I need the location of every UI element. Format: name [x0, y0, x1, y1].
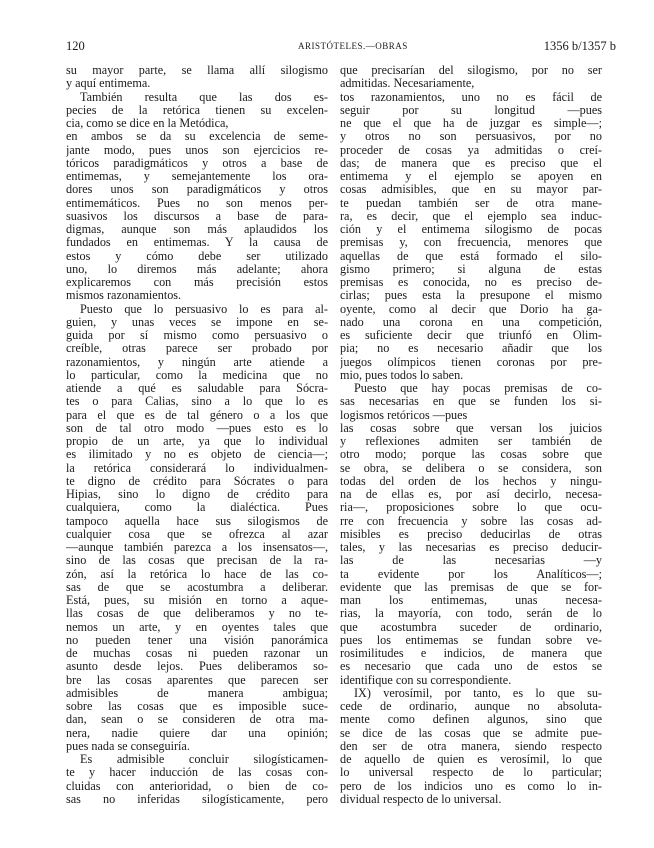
- text-line: sas necesarias en que se funden los si-: [340, 395, 602, 409]
- text-line: todas del orden de los hechos y ningu-: [340, 474, 602, 488]
- text-line: pia; no es necesario añadir que los: [340, 342, 602, 356]
- text-line: explicaremos con más precisión estos: [66, 276, 328, 289]
- text-line: ra, es decir, que el ejemplo sea induc-: [340, 209, 602, 223]
- text-line: fundados en entimemas. Y la causa de: [66, 236, 328, 250]
- text-line: y reflexiones admiten ser también de: [340, 435, 602, 448]
- text-line: sas de que se acostumbra a deliberar.: [66, 580, 328, 594]
- text-line: admitidas. Necesariamente,: [340, 77, 475, 91]
- text-line: Puesto que lo persuasivo lo es para al-: [80, 302, 328, 316]
- text-line: que precisarían del silogismo, por no ser: [340, 64, 602, 77]
- text-line: cualquiera, como la dialéctica. Pues: [66, 501, 328, 515]
- text-line: guida por sí mismo como persuasivo o: [66, 329, 328, 342]
- text-line: ción y el entimema silogismo de pocas: [340, 223, 602, 236]
- text-line: Es admisible concluir silogísticamen-: [80, 753, 328, 766]
- text-line: tales, y las necesarias es preciso deducir-: [340, 541, 602, 554]
- text-line: digmas, aunque son más aplaudidos los: [66, 223, 328, 236]
- text-line: creíble, otras parece ser probado por: [66, 342, 328, 356]
- text-line: mente como definen algunos, sino que: [340, 713, 602, 727]
- running-title: ARISTÓTELES.—OBRAS: [298, 41, 408, 51]
- text-line: sino de las cosas que precisan de la ra-: [66, 554, 328, 568]
- text-line: razonamientos, y ningún arte atiende a: [66, 355, 328, 369]
- text-line: uno, lo diremos más adelante; ahora: [66, 262, 328, 276]
- text-line: te digno de crédito para Sócrates o para: [66, 474, 328, 488]
- text-line: pues los entimemas se fundan sobre ve-: [340, 633, 602, 647]
- text-line: cluidas con anterioridad, o bien de co-: [66, 779, 328, 793]
- text-line: asunto desde lejos. Pues deliberamos so-: [66, 660, 328, 674]
- text-line: Está, pues, su misión en torno a aque-: [66, 594, 328, 607]
- text-line: cia, como se dice en la Metódica,: [66, 117, 229, 130]
- text-line: entimemas, y semejantemente los ora-: [66, 170, 328, 183]
- text-line: te puedan también ser de otra mane-: [340, 196, 602, 210]
- text-line: IX) verosímil, por tanto, es lo que su-: [354, 686, 602, 700]
- text-line: cualquier cosa que se ofrezca al azar: [66, 527, 328, 541]
- text-line: premisas y, con frecuencia, menores que: [340, 236, 602, 250]
- text-line: la retórica considerará lo individualmen-: [66, 461, 328, 475]
- text-line: en ambos se da su excelencia de seme-: [66, 130, 328, 144]
- text-line: dividual respecto de lo universal.: [340, 792, 502, 806]
- text-line: misibles es preciso deducirlas de otras: [340, 527, 602, 541]
- text-line: dores unos son paradigmáticos y otros: [66, 183, 328, 197]
- text-line: identifique con su correspondiente.: [340, 673, 512, 687]
- text-line: otro modo; porque las cosas sobre que: [340, 448, 602, 462]
- page-number: 120: [66, 39, 85, 53]
- text-line: —aunque también parezca a los insensatos—,: [66, 541, 328, 554]
- text-line: aquellas de que está formado el silo-: [340, 249, 602, 263]
- text-line: tos razonamientos, uno no es fácil de: [340, 90, 602, 104]
- text-line: no pueden tener una visión panorámica: [66, 633, 328, 647]
- text-line: den ser de otra manera, siendo respecto: [340, 739, 602, 753]
- text-line: propio de un arte, ya que lo individual: [66, 435, 328, 448]
- text-line: de aquello de quien es verosímil, lo que: [340, 753, 602, 766]
- text-line: cirlas; pues esta la presupone el mismo: [340, 289, 602, 303]
- text-line: es ilimitado y no es objeto de ciencia—;: [66, 448, 328, 462]
- text-line: entimemáticos. Pues no son menos per-: [66, 196, 328, 210]
- text-line: pues nada se conseguiría.: [66, 739, 190, 753]
- text-line: lo universal respecto de lo particular;: [340, 766, 602, 780]
- text-line: gismo primero; si alguna de estas: [340, 262, 602, 276]
- text-line: te y hacer inducción de las cosas con-: [66, 766, 328, 780]
- text-line: rias, la mayoría, con todo, serán de lo: [340, 607, 602, 621]
- text-line: suasivos los discursos a base de para-: [66, 209, 328, 223]
- text-line: evidente que las premisas de que se for-: [340, 580, 602, 594]
- text-line: nemos un arte, y en oyentes tales que: [66, 620, 328, 634]
- text-line: pero de los indicios uno es como lo in-: [340, 779, 602, 793]
- text-line: admisibles de manera ambigua;: [66, 686, 328, 700]
- left-text-column: [66, 64, 328, 806]
- text-line: sobre las cosas que es imposible suce-: [66, 700, 328, 713]
- text-line: mismos razonamientos.: [66, 289, 182, 303]
- text-line: las de las necesarias —y: [340, 554, 602, 568]
- text-line: estos y cómo debe ser utilizado: [66, 249, 328, 263]
- text-line: y otros no son persuasivos, por no: [340, 130, 602, 144]
- text-line: nado una corona en una competición,: [340, 315, 602, 329]
- text-line: se dice de las cosas que se admite pue-: [340, 726, 602, 740]
- text-line: de muchas cosas ni pueden razonar un: [66, 647, 328, 660]
- text-line: lo particular, como la medicina que no: [66, 368, 328, 382]
- text-line: ne que el que ha de juzgar es simple—;: [340, 117, 602, 130]
- text-line: su mayor parte, se llama allí silogismo: [66, 64, 328, 77]
- text-line: son de tal otro modo —pues esto es lo: [66, 421, 328, 435]
- text-line: También resulta que las dos es-: [80, 90, 328, 104]
- text-line: se obra, se delibera o se considera, son: [340, 461, 602, 475]
- text-line: pecies de la retórica tienen su excelen-: [66, 103, 328, 117]
- text-line: tóricos paradigmáticos y otros a base de: [66, 156, 328, 170]
- running-header: [66, 38, 616, 54]
- text-line: bre las cosas aparentes que parecen ser: [66, 673, 328, 687]
- text-line: zón, así la retórica lo hace de las co-: [66, 567, 328, 581]
- text-line: seguir por su longitud —pues: [340, 103, 602, 117]
- text-line: llas cosas de que deliberamos y no te-: [66, 607, 328, 621]
- right-text-column: [340, 64, 602, 806]
- text-line: na de ellas es, por así decirlo, necesa-: [340, 488, 602, 501]
- text-line: es necesario que cada uno de estos se: [340, 660, 602, 674]
- text-line: las cosas sobre que versan los juicios: [340, 421, 602, 435]
- text-line: man los entimemas, unas necesa-: [340, 594, 602, 607]
- text-line: rre con frecuencia y sobre las cosas ad-: [340, 514, 602, 528]
- text-line: guien, y unas veces se impone en se-: [66, 315, 328, 329]
- text-line: oyente, como al decir que Dorio ha ga-: [340, 302, 602, 316]
- text-line: Puesto que hay pocas premisas de co-: [354, 382, 602, 395]
- text-line: Hipias, sino lo digno de crédito para: [66, 488, 328, 501]
- text-line: ta evidente por los Analíticos—;: [340, 567, 602, 581]
- text-line: sas no inferidas silogísticamente, pero: [66, 792, 328, 806]
- text-line: es suficiente decir que triunfó en Olim-: [340, 329, 602, 342]
- text-line: para el que es de tal género o a los que: [66, 408, 328, 422]
- text-line: juegos olímpicos tienen coronas por pre-: [340, 355, 602, 369]
- text-line: tampoco aquella hace sus silogismos de: [66, 514, 328, 528]
- text-line: que acostumbra suceder de ordinario,: [340, 620, 602, 634]
- text-line: dan, sean o se consideren de otra ma-: [66, 713, 328, 727]
- text-line: entimema y el ejemplo se apoyen en: [340, 170, 602, 183]
- text-line: jante modo, pues unos son ejercicios re-: [66, 143, 328, 157]
- text-line: tes o para Calias, sino a lo que lo es: [66, 395, 328, 409]
- text-line: rosimilitudes e indicios, de manera que: [340, 647, 602, 660]
- text-line: y aquí entimema.: [66, 77, 151, 91]
- text-line: cede de ordinario, aunque no absoluta-: [340, 700, 602, 713]
- text-line: mio, pues todos lo saben.: [340, 368, 464, 382]
- text-line: nera, nadie quiere dar una opinión;: [66, 726, 328, 740]
- text-line: logismos retóricos —pues: [340, 408, 468, 422]
- text-line: atiende a qué es saludable para Sócra-: [66, 382, 328, 395]
- text-line: das; de manera que es preciso que el: [340, 156, 602, 170]
- bekker-reference: 1356 b/1357 b: [543, 39, 616, 53]
- text-line: ria—, proposiciones sobre lo que ocu-: [340, 501, 602, 515]
- text-line: cosas admisibles, que en su mayor par-: [340, 183, 602, 197]
- text-line: premisas es conocida, no es preciso de-: [340, 276, 602, 289]
- text-line: proceder de cosas ya admitidas o creí-: [340, 143, 602, 157]
